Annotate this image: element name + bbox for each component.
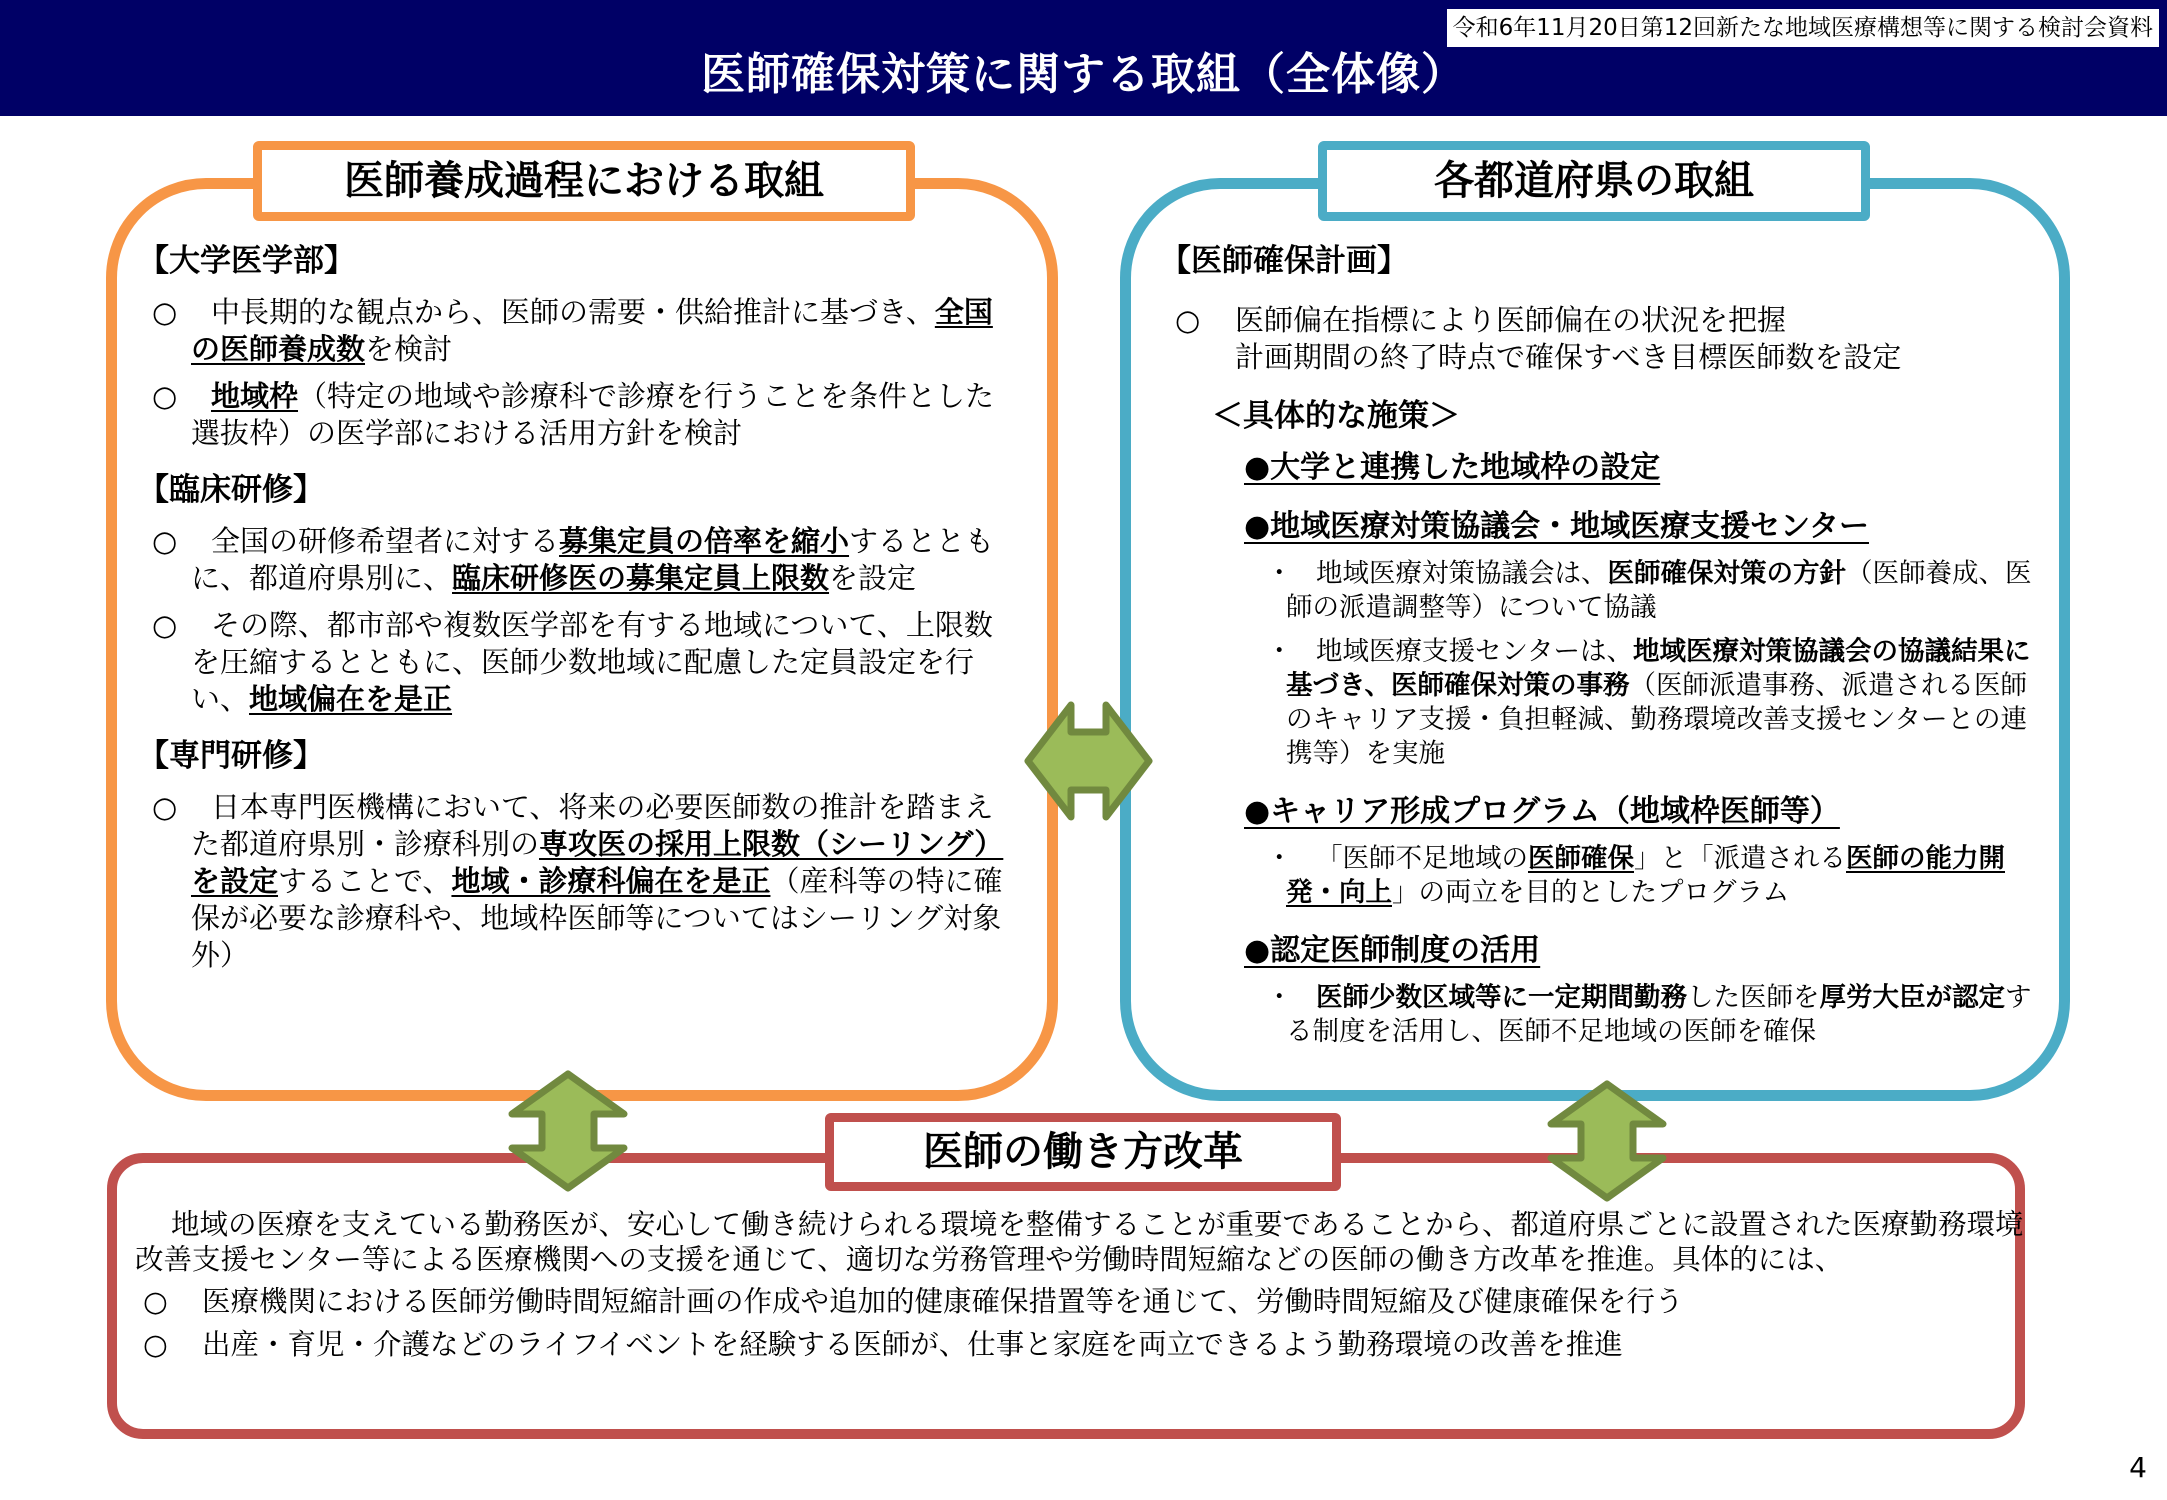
measure-title: ●キャリア形成プログラム（地域枠医師等） bbox=[1244, 794, 1840, 829]
text-segment: を検討 bbox=[365, 332, 453, 366]
list-item-text bbox=[191, 379, 994, 450]
text-segment: を設定 bbox=[829, 561, 917, 595]
text-segment: 医師少数区域等に一定期間勤務 bbox=[1316, 982, 1687, 1013]
section-heading: 【臨床研修】 bbox=[138, 472, 324, 508]
circle-bullet-icon: ○ bbox=[152, 790, 178, 824]
circle-bullet-icon: ○ bbox=[152, 295, 178, 329]
work-style-reform-panel-title: 医師の働き方改革 bbox=[825, 1113, 1341, 1191]
measures-list bbox=[1244, 449, 2034, 1049]
plan-heading: 【医師確保計画】 bbox=[1160, 243, 1408, 279]
list-item-text bbox=[191, 524, 994, 595]
page-number: 4 bbox=[2129, 1451, 2147, 1484]
text-segment: （産科等の特に確保が必要な診療科や、地域枠医師等についてはシーリング対象外） bbox=[191, 864, 1003, 972]
left-right-double-arrow-icon bbox=[1024, 700, 1160, 830]
work-style-reform-content bbox=[135, 1208, 2025, 1362]
circle-bullet-icon: ○ bbox=[1175, 303, 1201, 337]
text-segment: 「医師不足地域の bbox=[1316, 843, 1528, 874]
text-segment: 地域偏在を是正 bbox=[249, 682, 453, 716]
dot-bullet-icon: ・ bbox=[1266, 636, 1293, 667]
text-segment: その際、都市部や複数医学部を有する地域について、上限数を圧縮するとともに、医師少数地域に配慮した定員設定を行い、 bbox=[191, 608, 993, 716]
text-segment: 厚労大臣が認定 bbox=[1819, 982, 2005, 1013]
list-item-text bbox=[191, 295, 993, 366]
text-segment: する制度を活用し、医師不足地域の医師を確保 bbox=[1286, 982, 2032, 1047]
list-item bbox=[138, 607, 1018, 718]
work-style-item-text: 医療機関における医師労働時間短縮計画の作成や追加的健康確保措置等を通じて、労働時間短縮及び健康確保を行う bbox=[202, 1285, 1684, 1318]
measures-heading: ＜具体的な施策＞ bbox=[1212, 398, 1460, 434]
work-style-item bbox=[135, 1285, 2025, 1320]
list-item bbox=[138, 294, 1018, 368]
text-segment: 」の両立を目的としたプログラム bbox=[1392, 877, 1790, 908]
work-style-item-text: 出産・育児・介護などのライフイベントを経験する医師が、仕事と家庭を両立できるよう勤務環境の改善を推進 bbox=[202, 1327, 1623, 1361]
list-item bbox=[138, 789, 1018, 974]
measure-bullet bbox=[1230, 557, 2034, 625]
work-style-item bbox=[135, 1328, 2025, 1363]
text-segment: 臨床研修医の募集定員上限数 bbox=[452, 561, 830, 595]
text-segment: 中長期的な観点から、医師の需要・供給推計に基づき、 bbox=[211, 295, 935, 329]
source-label: 令和6年11月20日第12回新たな地域医療構想等に関する検討会資料 bbox=[1445, 7, 2161, 49]
dot-bullet-icon: ・ bbox=[1266, 982, 1293, 1013]
measure-bullet bbox=[1230, 842, 2034, 910]
right-bottom-double-arrow-icon bbox=[1543, 1080, 1673, 1210]
page-title: 医師確保対策に関する取組（全体像） bbox=[701, 49, 1466, 100]
text-segment: （医師養成、医師の派遣調整等）について協議 bbox=[1286, 558, 2032, 623]
text-segment: した医師を bbox=[1687, 982, 1820, 1013]
text-segment: 医師確保 bbox=[1528, 843, 1634, 874]
circle-bullet-icon: ○ bbox=[143, 1285, 168, 1318]
list-item bbox=[138, 378, 1018, 452]
measure-title: ●認定医師制度の活用 bbox=[1244, 933, 1541, 968]
measure-bullet bbox=[1230, 635, 2034, 771]
left-bottom-double-arrow-icon bbox=[504, 1070, 634, 1200]
text-segment: 医師確保対策の方針 bbox=[1607, 558, 1846, 589]
section-heading: 【大学医学部】 bbox=[138, 243, 355, 279]
list-item bbox=[138, 523, 1018, 597]
circle-bullet-icon: ○ bbox=[152, 379, 178, 413]
plan-line: 計画期間の終了時点で確保すべき目標医師数を設定 bbox=[1235, 340, 1902, 374]
measure-title: ●大学と連携した地域枠の設定 bbox=[1244, 450, 1661, 485]
text-segment: するとともに、都道府県別に、 bbox=[191, 524, 995, 595]
prefecture-panel-title: 各都道府県の取組 bbox=[1318, 141, 1870, 221]
text-segment: 全国の医師養成数 bbox=[191, 295, 993, 366]
circle-bullet-icon: ○ bbox=[143, 1327, 168, 1361]
text-segment: 地域医療支援センターは、 bbox=[1316, 636, 1633, 667]
plan-line: 医師偏在指標により医師偏在の状況を把握 bbox=[1235, 303, 1787, 337]
dot-bullet-icon: ・ bbox=[1266, 558, 1293, 589]
text-segment: （医師派遣事務、派遣される医師のキャリア支援・負担軽減、勤務環境改善支援センターとの連携等）を実施 bbox=[1286, 670, 2027, 769]
text-segment: 日本専門医機構において、将来の必要医師数の推計を踏まえた都道府県別・診療科別の bbox=[191, 790, 994, 861]
header-bar bbox=[0, 0, 2167, 116]
text-segment: 募集定員の倍率を縮小 bbox=[559, 524, 850, 558]
text-segment: 」と「派遣される bbox=[1634, 843, 1846, 874]
list-item-text bbox=[191, 608, 993, 716]
list-item-text bbox=[191, 790, 1003, 972]
prefecture-content bbox=[1160, 243, 2040, 1059]
text-segment: 地域枠 bbox=[211, 379, 299, 413]
circle-bullet-icon: ○ bbox=[152, 608, 178, 642]
measure-title: ●地域医療対策協議会・地域医療支援センター bbox=[1244, 509, 1869, 544]
text-segment: 地域・診療科偏在を是正 bbox=[451, 864, 771, 898]
training-process-panel-title: 医師養成過程における取組 bbox=[253, 141, 915, 221]
dot-bullet-icon: ・ bbox=[1266, 843, 1293, 874]
text-segment: （特定の地域や診療科で診療を行うことを条件とした選抜枠）の医学部における活用方針を検討 bbox=[191, 379, 995, 450]
text-segment: 医師の能力開発・向上 bbox=[1286, 843, 2005, 908]
measure-bullet bbox=[1230, 981, 2034, 1049]
text-segment: 地域医療対策協議会は、 bbox=[1316, 558, 1608, 589]
text-segment: 全国の研修希望者に対する bbox=[211, 524, 560, 558]
circle-bullet-icon: ○ bbox=[152, 524, 178, 558]
section-heading: 【専門研修】 bbox=[138, 738, 324, 774]
plan-item bbox=[1160, 302, 2040, 376]
text-segment: することで、 bbox=[278, 864, 452, 898]
text-segment: 地域医療対策協議会の協議結果に基づき、医師確保対策の事務 bbox=[1286, 636, 2031, 701]
text-segment: 専攻医の採用上限数（シーリング）を設定 bbox=[191, 827, 1004, 898]
work-style-intro: 地域の医療を支えている勤務医が、安心して働き続けられる環境を整備することが重要であることから、都道府県ごとに設置された医療勤務環境改善支援センター等による医療機関への支援を通じて、適切な労務管理や労働時間短縮などの医師の働き方改革を推進。具体的には、 bbox=[135, 1208, 2024, 1276]
training-process-content bbox=[138, 243, 1018, 984]
